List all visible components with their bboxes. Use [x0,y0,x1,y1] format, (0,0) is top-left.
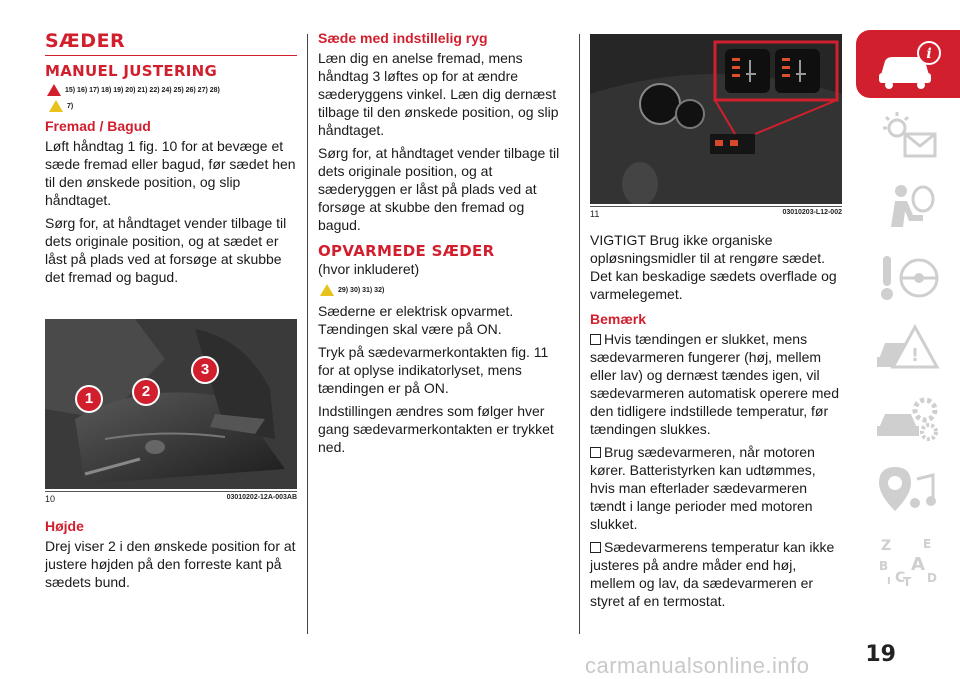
warning-references [320,284,568,296]
svg-text:i: i [926,46,932,62]
paragraph: Drej viser 2 i den ønskede position for at justere højden på den forreste kant på sædets bund. [45,538,296,590]
chapter-tabs [856,30,960,598]
paragraph-important: VIGTIGT Brug ikke organiske opløsningsmidler til at rengøre sædet. Det kan beskadige sædets overflade og varmelegemet. [590,232,837,302]
callout-2: 2 [132,378,160,406]
figure-number: 10 [45,494,56,504]
note-text: Brug sædevarmeren, når motoren kører. Batteristyrken kan udtømmes, hvis man efterlader sædevarmeren tændt i lange perioder med motoren slukket. [590,444,816,532]
heated-seats-note: (hvor inkluderet) [318,261,420,277]
note-text: Hvis tændingen er slukket, mens sædevarmeren fungerer (høj, mellem eller lav) og dernæst tændes igen, vil sædevarmeren automatisk operere med den tidligere indstillede temperatur, før tændingen slukkes. [590,331,840,437]
maintenance-icon [873,392,943,446]
checkbox-bullet-icon [590,542,601,553]
svg-text:T: T [903,575,912,588]
warning-triangle-icon [47,84,61,96]
column-1 [45,30,297,596]
tab-index[interactable] [856,527,960,595]
note-item [590,443,842,533]
figure-caption [590,206,842,219]
warning-lights-icon [873,108,943,162]
column-2 [318,30,568,461]
note-item [590,330,842,438]
paragraph: Tryk på sædevarmerkontakten fig. 11 for at oplyse indikatorlyset, mens tændingen er på ON. [318,344,549,396]
svg-text:C: C [895,570,906,586]
index-letter-z: Z [881,538,892,554]
tab-starting-driving[interactable] [856,243,960,311]
caution-triangle-icon [320,284,334,296]
checkbox-bullet-icon [590,334,601,345]
paragraph: Indstillingen ændres som følger hver gang sædevarmerkontakten er trykket ned. [318,403,554,455]
figure-seat-controls [45,319,297,489]
callout-3: 3 [191,356,219,384]
page-number: 19 [865,642,896,667]
svg-text:A: A [911,554,925,575]
note-text: Sædevarmerens temperatur kan ikke justeres på andre måder end høj, mellem og lav, da sædevarmeren er styret af en termostat. [590,539,835,609]
tab-car-info[interactable] [856,30,960,98]
figure-caption [45,491,297,504]
callout-1: 1 [75,385,103,413]
svg-text:I: I [887,576,891,587]
paragraph: Løft håndtag 1 fig. 10 for at bevæge et sæde fremad eller bagud, før sædet hen til den ønskede position, og slip håndtaget. [45,138,296,208]
paragraph: Sørg for, at håndtaget vender tilbage til dets originale position, og at sæderyggen er låst på plads ved at forsøge at skubbe den fremad og bagud. [318,145,560,233]
svg-text:B: B [879,559,889,573]
multimedia-icon [873,463,943,517]
section-title: MANUEL JUSTERING [45,62,218,80]
caution-ref-text: 7) [67,102,74,110]
column-divider [307,34,308,634]
index-icon [873,534,943,588]
subheading-forward-back: Fremad / Bagud [45,118,151,134]
svg-text:E: E [923,537,932,551]
paragraph: Sørg for, at håndtaget vender tilbage til dets originale position, og at sædet er låst på plads ved at forsøge at skubbe det fremad og bagud. [45,215,287,285]
console-photo-illustration [590,34,842,204]
note-item [590,538,842,610]
warning-references [47,84,297,96]
tab-safety[interactable] [856,172,960,240]
title-rule [45,55,297,56]
starting-driving-icon [873,250,943,304]
subheading-height: Højde [45,518,84,534]
caution-triangle-icon [49,100,63,112]
page-title: SÆDER [45,30,126,52]
emergency-icon [873,321,943,375]
watermark: carmanualsonline.info [585,653,810,678]
section-title-heated-seats: OPVARMEDE SÆDER [318,242,495,260]
subheading-reclining-seat: Sæde med indstillelig ryg [318,30,488,46]
paragraph: Læn dig en anelse fremad, mens håndtag 3 løftes op for at ændre sæderyggens vinkel. Læn dig dernæst tilbage til den ønskede position, og slip håndtaget. [318,50,559,138]
warning-ref-text: 15) 16) 17) 18) 19) 20) 21) 22) 24) 25) 26) 27) 28) [65,86,220,94]
svg-text:!: ! [910,345,920,366]
airbag-icon [873,179,943,233]
svg-text:D: D [927,571,937,585]
car-info-icon [873,37,943,91]
column-divider [579,34,580,634]
figure-number: 11 [590,209,600,219]
checkbox-bullet-icon [590,447,601,458]
tab-maintenance[interactable] [856,385,960,453]
figure-code: 03010202-12A-003AB [226,494,297,501]
figure-code: 03010203-L12-002 [782,209,842,216]
column-3 [590,34,842,615]
tab-emergency[interactable] [856,314,960,382]
warning-ref-text: 29) 30) 31) 32) [338,286,385,294]
paragraph: Sæderne er elektrisk opvarmet. Tændingen skal være på ON. [318,303,514,337]
tab-multimedia[interactable] [856,456,960,524]
figure-seat-heater-switch [590,34,842,204]
note-heading: Bemærk [590,311,647,327]
caution-references [49,100,297,112]
tab-warning-lights[interactable] [856,101,960,169]
